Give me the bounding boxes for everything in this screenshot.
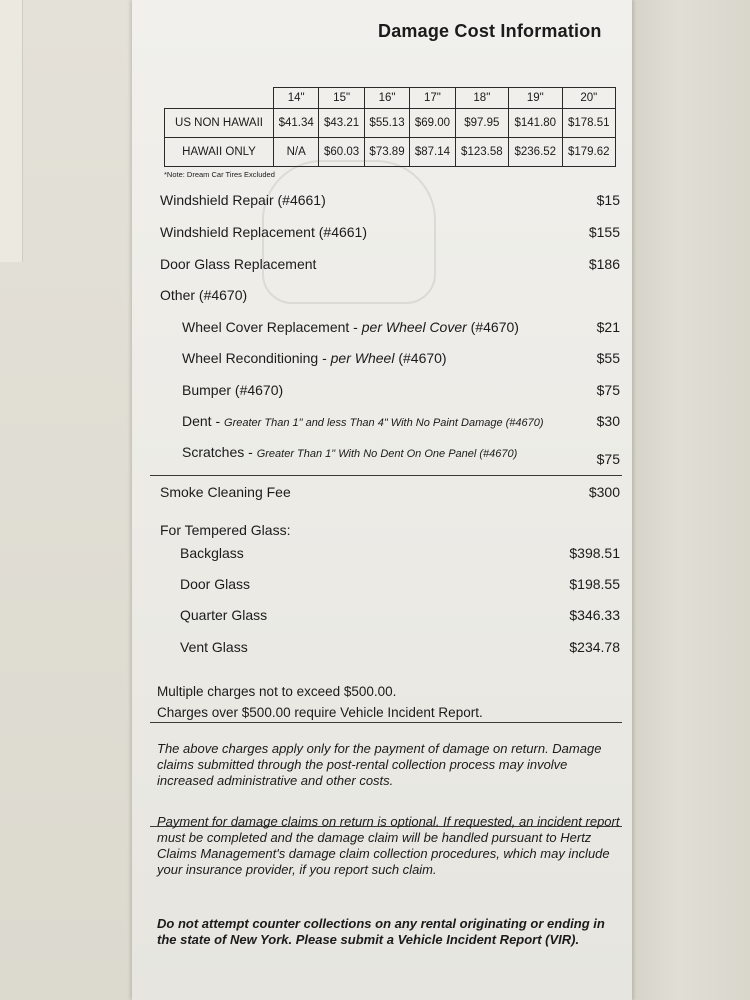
tempered-glass-heading: [160, 522, 620, 544]
table-cell: $60.03: [319, 138, 364, 167]
item-label: Scratches - Greater Than 1" With No Dent On One Panel (#4670): [182, 444, 518, 460]
section-heading: For Tempered Glass:: [160, 522, 291, 538]
table-cell: $123.58: [455, 138, 508, 167]
item-label: Other (#4670): [160, 287, 248, 303]
document-title: Damage Cost Information: [378, 21, 602, 41]
item-label: Vent Glass: [180, 639, 248, 655]
item-label: Windshield Repair (#4661): [160, 192, 326, 208]
item-label: Windshield Replacement (#4661): [160, 224, 367, 240]
item-amount: $234.78: [569, 639, 620, 655]
table-cell: $178.51: [562, 109, 616, 138]
item-amount: $21: [596, 319, 620, 335]
item-amount: $30: [596, 413, 620, 429]
disclaimer-paragraph: The above charges apply only for the payment of damage on return. Damage claims submitted through the post-rental collection process may involve increased administrative and other costs.: [157, 741, 602, 788]
new-york-notice: Do not attempt counter collections on any rental originating or ending in the state of New York. Please submit a Vehicle Incident Report (VIR).: [157, 916, 605, 947]
line-item-scratches: [160, 444, 620, 466]
item-amount: $55: [596, 350, 620, 366]
item-label: Door Glass Replacement: [160, 256, 317, 272]
item-amount: $186: [588, 256, 620, 272]
item-label: Door Glass: [180, 576, 251, 592]
optional-payment-paragraph: Payment for damage claims on return is optional. If requested, an incident report must be completed and the damage claim will be handled pursuant to Hertz Claims Management's damage claim collection procedures, which may include your insurance provider, if you report such claim.: [157, 814, 620, 877]
item-label: Wheel Cover Replacement - per Wheel Cover (#4670): [182, 319, 519, 335]
tire-note: *Note: Dream Car Tires Excluded: [164, 170, 275, 179]
table-cell: $41.34: [274, 109, 319, 138]
item-amount: $300: [588, 484, 620, 500]
tire-cost-table: [164, 87, 616, 167]
item-amount: $198.55: [569, 576, 620, 592]
item-amount: $346.33: [569, 607, 620, 623]
limit-note-2: Charges over $500.00 require Vehicle Incident Report.: [157, 705, 483, 720]
table-cell: N/A: [274, 138, 319, 167]
line-item-door-glass: [160, 576, 620, 598]
table-cell: $97.95: [455, 109, 508, 138]
limit-note-1: Multiple charges not to exceed $500.00.: [157, 684, 397, 699]
table-corner: [165, 88, 274, 109]
item-amount: $75: [596, 382, 620, 398]
divider: [150, 475, 622, 476]
table-cell: $179.62: [562, 138, 616, 167]
background-card: [0, 0, 23, 262]
table-cell: $55.13: [364, 109, 409, 138]
tire-size-header: 20": [562, 88, 616, 109]
line-item-backglass: [160, 545, 620, 567]
line-item-wheel-cover: [160, 319, 620, 341]
tire-size-header-row: [165, 88, 616, 109]
table-row: [165, 109, 616, 138]
row-label: HAWAII ONLY: [165, 138, 274, 167]
tire-size-header: 15": [319, 88, 364, 109]
row-label: US NON HAWAII: [165, 109, 274, 138]
item-label: Smoke Cleaning Fee: [160, 484, 291, 500]
tire-size-header: 19": [509, 88, 562, 109]
item-amount: $75: [596, 451, 620, 467]
table-row: [165, 138, 616, 167]
tire-size-header: 17": [410, 88, 455, 109]
tire-size-header: 16": [364, 88, 409, 109]
line-item-quarter-glass: [160, 607, 620, 629]
table-cell: $43.21: [319, 109, 364, 138]
item-amount: $155: [588, 224, 620, 240]
line-item-smoke-cleaning: [160, 484, 620, 506]
line-item-windshield-replacement: [160, 224, 620, 246]
item-label: Bumper (#4670): [182, 382, 284, 398]
table-cell: $69.00: [410, 109, 455, 138]
tire-size-header: 18": [455, 88, 508, 109]
damage-cost-document: [132, 0, 632, 1000]
line-item-wheel-reconditioning: [160, 350, 620, 372]
line-item-vent-glass: [160, 639, 620, 661]
background-right: [632, 0, 750, 1000]
divider: [150, 722, 622, 723]
line-item-door-glass-replacement: [160, 256, 620, 278]
section-heading-other: [160, 287, 620, 309]
item-label: Backglass: [180, 545, 244, 561]
table-cell: $87.14: [410, 138, 455, 167]
table-cell: $141.80: [509, 109, 562, 138]
line-item-dent: [160, 413, 620, 435]
item-label: Quarter Glass: [180, 607, 268, 623]
item-amount: $398.51: [569, 545, 620, 561]
line-item-windshield-repair: [160, 192, 620, 214]
item-amount: $15: [596, 192, 620, 208]
item-label: Wheel Reconditioning - per Wheel (#4670): [182, 350, 447, 366]
table-cell: $73.89: [364, 138, 409, 167]
line-item-bumper: [160, 382, 620, 404]
item-label: Dent - Greater Than 1" and less Than 4" With No Paint Damage (#4670): [182, 413, 544, 429]
table-cell: $236.52: [509, 138, 562, 167]
tire-size-header: 14": [274, 88, 319, 109]
